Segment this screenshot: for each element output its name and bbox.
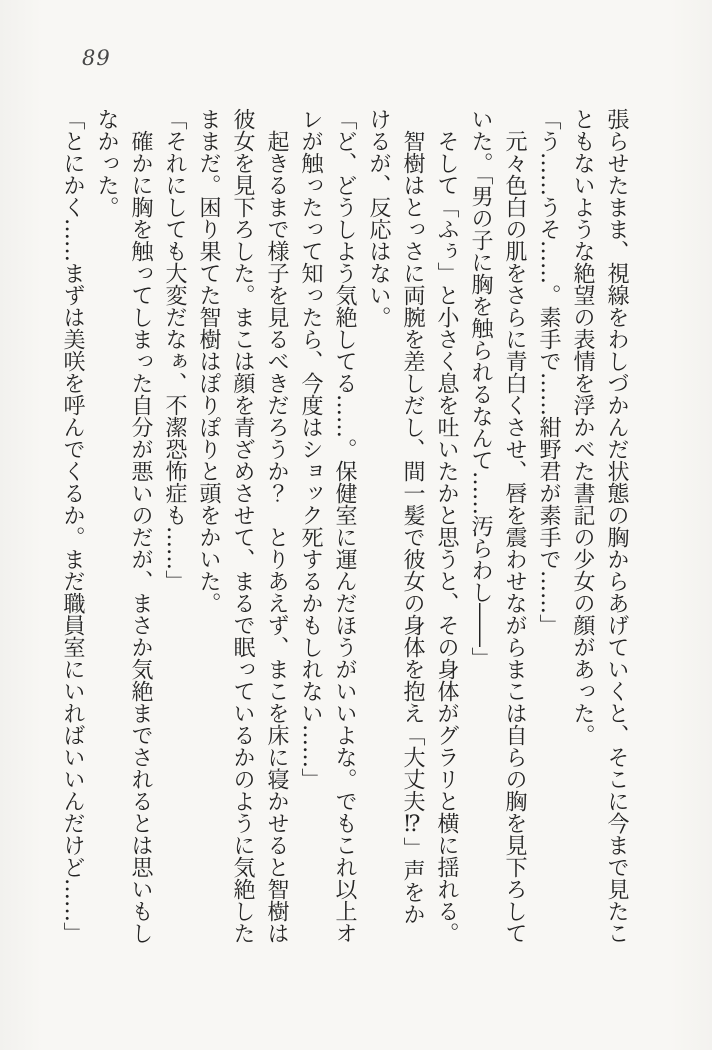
paragraph: 張らせたまま、視線をわしづかんだ状態の胸からあげていくと、そこに今まで見たこともないような絶望の表情を浮かべた書記の少女の顔があった。 xyxy=(570,108,629,944)
paragraph: 元々色白の肌をさらに青白くさせ、唇を震わせながらまこは自らの胸を見下ろしていた。「男の子に胸を触られるなんて……汚らわし――」 xyxy=(468,108,527,944)
paragraph: 起きるまで様子を見るべきだろうか？ とりあえず、まこを床に寝かせると智樹は彼女を見下ろした。まこは顔を青ざめさせて、まるで眠っているかのように気絶したままだ。困り果てた智樹はぽりぽりと頭をかいた。 xyxy=(196,108,289,944)
paragraph: 智樹はとっさに両腕を差しだし、間一髪で彼女の身体を抱え「大丈夫⁉」声をかけるが、反応はない。 xyxy=(366,108,425,925)
paragraph: 確かに胸を触ってしまった自分が悪いのだが、まさか気絶までされるとは思いもしなかった。 xyxy=(94,108,153,944)
paragraph: 「それにしても大変だなぁ、不潔恐怖症も……」 xyxy=(162,108,187,592)
body-text xyxy=(55,108,633,944)
paragraph: そして「ふぅ」と小さく息を吐いたかと思うと、その身体がグラリと横に揺れる。 xyxy=(434,130,459,944)
paragraph: 「ど、どうしよう気絶してる……。保健室に運んだほうがいいよな。でもこれ以上オレが触ったって知ったら、今度はショック死するかもしれない……」 xyxy=(298,108,357,944)
page-number: 89 xyxy=(82,46,111,70)
paragraph: 「とにかく……まずは美咲を呼んでくるか。まだ職員室にいればいいんだけど……」 xyxy=(60,108,85,944)
paragraph: 「う……うそ……。素手で……紺野君が素手で……」 xyxy=(536,108,561,636)
